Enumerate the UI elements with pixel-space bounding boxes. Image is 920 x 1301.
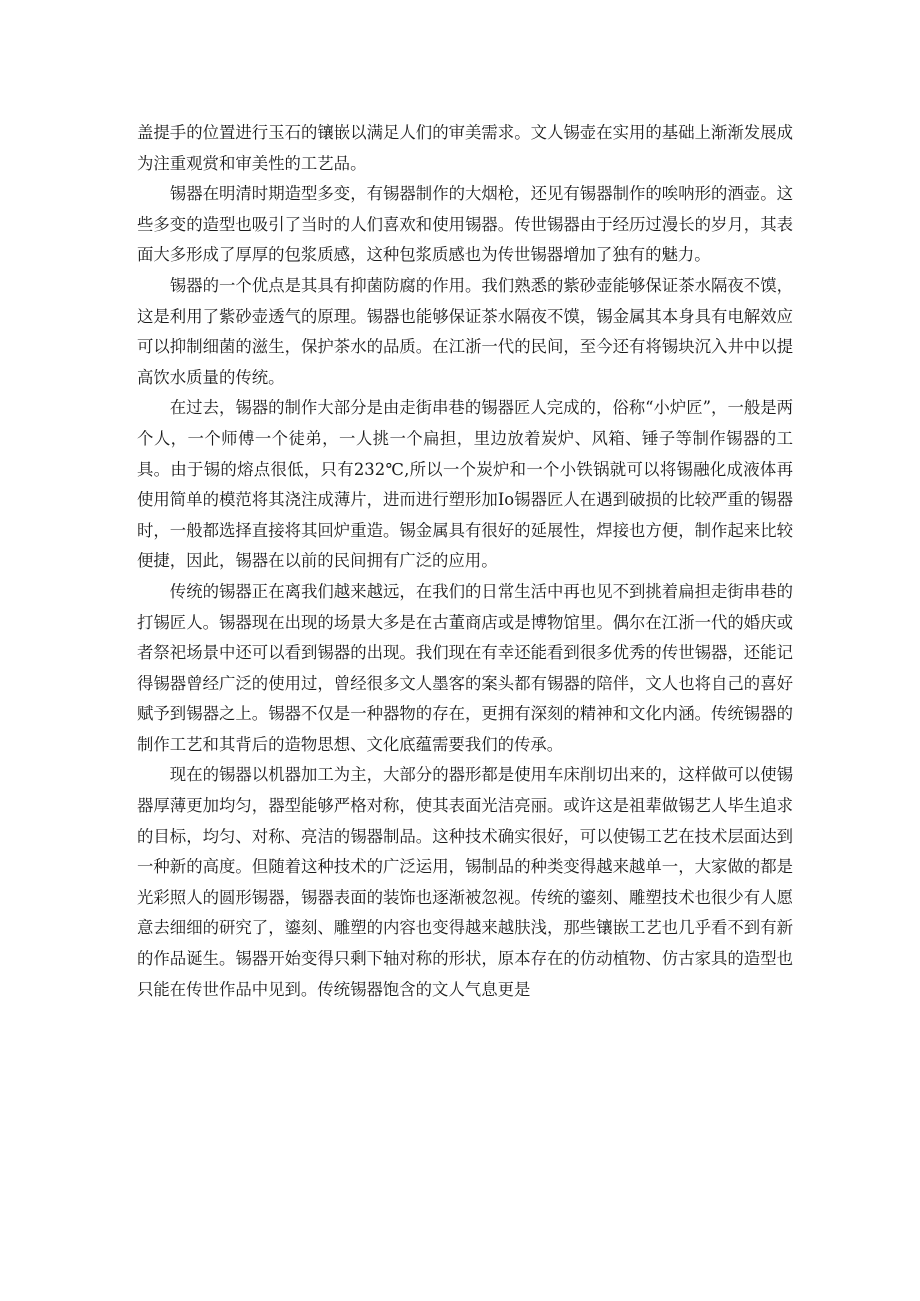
paragraph-1: 盖提手的位置进行玉石的镶嵌以满足人们的审美需求。文人锡壶在实用的基础上渐渐发展成为注重观赏和审美性的工艺品。 — [137, 123, 793, 173]
paragraph-5: 传统的锡器正在离我们越来越远，在我们的日常生活中再也见不到挑着扁担走街串巷的打锡匠人。锡器现在出现的场景大多是在古董商店或是博物馆里。偶尔在江浙一代的婚庆或者祭祀场景中还可以看到锡器的出现。我们现在有幸还能看到很多优秀的传世锡器，还能记得锡器曾经广泛的使用过，曾经很多文人墨客的案头都有锡器的陪伴，文人也将自己的喜好赋予到锡器之上。锡器不仅是一种器物的存在，更拥有深刻的精神和文化内涵。传统锡器的制作工艺和其背后的造物思想、文化底蕴需要我们的传承。 — [137, 581, 793, 754]
document-page — [137, 118, 793, 1005]
paragraph-3: 锡器的一个优点是其具有抑菌防腐的作用。我们熟悉的紫砂壶能够保证茶水隔夜不馍，这是利用了紫砂壶透气的原理。锡器也能够保证茶水隔夜不馍，锡金属其本身具有电解效应可以抑制细菌的滋生，保护茶水的品质。在江浙一代的民间，至今还有将锡块沉入井中以提高饮水质量的传统。 — [137, 275, 793, 387]
paragraph-4: 在过去，锡器的制作大部分是由走街串巷的锡器匠人完成的，俗称“小炉匠”，一般是两个人，一个师傅一个徒弟，一人挑一个扁担，里边放着炭炉、风箱、锤子等制作锡器的工具。由于锡的熔点很低，只有232℃,所以一个炭炉和一个小铁锅就可以将锡融化成液体再使用简单的模范将其浇注成薄片，进而进行塑形加Io锡器匠人在遇到破损的比较严重的锡器时，一般都选择直接将其回炉重造。锡金属具有很好的延展性，焊接也方便，制作起来比较便捷，因此，锡器在以前的民间拥有广泛的应用。 — [137, 398, 794, 571]
paragraph-2: 锡器在明清时期造型多变，有锡器制作的大烟枪，还见有锡器制作的唉呐形的酒壶。这些多变的造型也吸引了当时的人们喜欢和使用锡器。传世锡器由于经历过漫长的岁月，其表面大多形成了厚厚的包浆质感，这种包浆质感也为传世锡器增加了独有的魅力。 — [137, 184, 793, 265]
paragraph-6: 现在的锡器以机器加工为主，大部分的器形都是使用车床削切出来的，这样做可以使锡器厚薄更加均匀，器型能够严格对称，使其表面光洁亮丽。或许这是祖辈做锡艺人毕生追求的目标，均匀、对称、亮洁的锡器制品。这种技术确实很好，可以使锡工艺在技术层面达到一种新的高度。但随着这种技术的广泛运用，锡制品的种类变得越来越单一，大家做的都是光彩照人的圆形锡器，锡器表面的装饰也逐渐被忽视。传统的鎏刻、雕塑技术也很少有人愿意去细细的研究了，鎏刻、雕塑的内容也变得越来越肤浅，那些镶嵌工艺也几乎看不到有新的作品诞生。锡器开始变得只剩下轴对称的形状，原本存在的仿动植物、仿古家具的造型也只能在传世作品中见到。传统锡器饱含的文人气息更是 — [137, 765, 793, 999]
